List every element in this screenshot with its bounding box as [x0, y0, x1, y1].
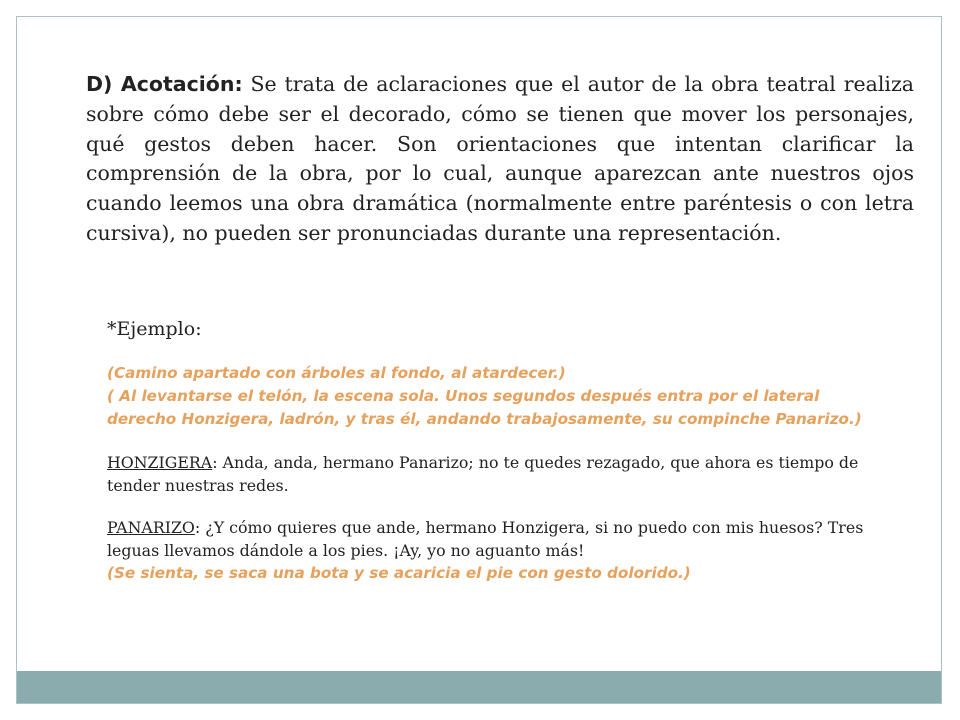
speaker-honzigera: HONZIGERA [107, 453, 213, 472]
stage-direction-1: (Camino apartado con árboles al fondo, al atardecer.) [107, 364, 566, 382]
footer-bar [17, 671, 941, 703]
speaker-panarizo: PANARIZO [107, 518, 195, 537]
dialogue-line-honzigera [107, 451, 867, 497]
dialogue-line-panarizo [107, 516, 867, 562]
definition-paragraph [86, 70, 914, 249]
definition-term: D) Acotación: [86, 72, 243, 96]
example-heading: *Ejemplo: [107, 318, 202, 340]
stage-direction-3: (Se sienta, se saca una bota y se acaricia el pie con gesto dolorido.) [107, 564, 691, 582]
example-body [107, 362, 867, 585]
stage-direction-2: ( Al levantarse el telón, la escena sola. Unos segundos después entra por el lateral derecho Honzigera, ladrón, y tras él, andando trabajosamente, su compinche Panarizo.) [107, 387, 862, 428]
dialogue-text-panarizo: : ¿Y cómo quieres que ande, hermano Honzigera, si no puedo con mis huesos? Tres leguas llevamos dándole a los pies. ¡Ay, yo no aguanto más! [107, 518, 864, 560]
definition-text: Se trata de aclaraciones que el autor de la obra teatral realiza sobre cómo debe ser el decorado, cómo se tienen que mover los personajes, qué gestos deben hacer. Son orientaciones que intentan clarificar la comprensión de la obra, por lo cual, aunque aparezcan ante nuestros ojos cuando leemos una obra dramática (normalmente entre paréntesis o con letra cursiva), no pueden ser pronunciadas durante una representación. [86, 72, 915, 245]
spacer [107, 431, 867, 451]
spacer [107, 497, 867, 516]
dialogue-text-honzigera: : Anda, anda, hermano Panarizo; no te quedes rezagado, que ahora es tiempo de tender nuestras redes. [107, 453, 859, 495]
